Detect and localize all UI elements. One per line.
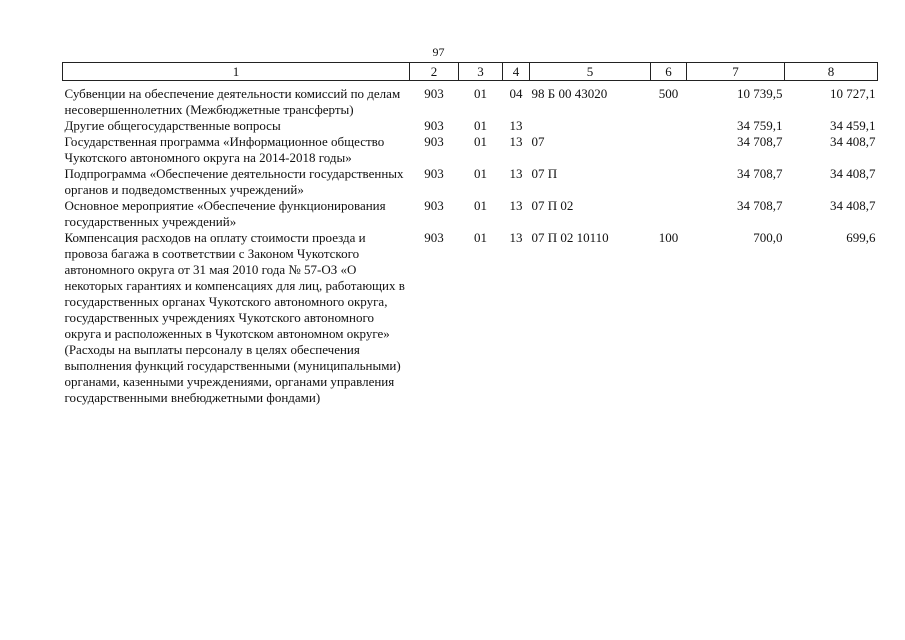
row-description: Основное мероприятие «Обеспечение функционирования государственных учреждений» xyxy=(64,198,386,229)
table-row xyxy=(63,86,878,118)
column-header-6: 6 xyxy=(651,63,687,81)
budget-table xyxy=(62,62,878,406)
row-amount-7: 10 739,5 xyxy=(737,86,783,101)
row-subsection-code: 13 xyxy=(509,118,523,133)
row-target-article: 07 xyxy=(531,134,545,149)
table-row xyxy=(63,166,878,198)
row-expense-type xyxy=(651,134,687,166)
row-target-article: 07 П 02 10110 xyxy=(531,230,609,245)
row-ministry-code: 903 xyxy=(424,198,444,213)
page-number: 97 xyxy=(432,45,445,59)
table-header xyxy=(63,63,878,81)
row-description: Субвенции на обеспечение деятельности комиссий по делам несовершеннолетних (Межбюджетные трансферты) xyxy=(64,86,401,117)
row-description: Другие общегосударственные вопросы xyxy=(64,118,281,133)
column-header-8: 8 xyxy=(785,63,878,81)
row-expense-type xyxy=(651,166,687,198)
row-section-code: 01 xyxy=(474,198,487,213)
row-amount-8: 34 408,7 xyxy=(830,166,876,181)
row-description: Компенсация расходов на оплату стоимости проезда и провоза багажа в соответствии с Законом Чукотского автономного округа от 31 мая 2010 года № 57-ОЗ «О некоторых гарантиях и компенсациях для лиц, работающих в государственных органах Чукотского автономного округа, государственных учреждениях Чукотского автономного округа и расположенных в Чукотском автономном округе» (Расходы на выплаты персоналу в целях обеспечения выполнения функций государственными (муниципальными) органами, казенными учреждениями, органами управления государственными внебюджетными фондами) xyxy=(64,230,405,405)
row-ministry-code: 903 xyxy=(424,166,444,181)
column-header-2: 2 xyxy=(410,63,459,81)
row-subsection-code: 13 xyxy=(509,134,523,149)
row-expense-type xyxy=(651,118,687,134)
table-row xyxy=(63,230,878,406)
row-amount-7: 34 708,7 xyxy=(737,198,783,213)
column-header-1: 1 xyxy=(63,63,410,81)
row-section-code: 01 xyxy=(474,86,487,101)
row-description: Государственная программа «Информационное общество Чукотского автономного округа на 2014-2018 годы» xyxy=(64,134,385,165)
row-target-article: 98 Б 00 43020 xyxy=(531,86,608,101)
row-ministry-code: 903 xyxy=(424,134,444,149)
column-header-3: 3 xyxy=(459,63,503,81)
row-amount-7: 34 708,7 xyxy=(737,166,783,181)
row-section-code: 01 xyxy=(474,134,487,149)
row-expense-type: 100 xyxy=(658,230,679,245)
column-header-7: 7 xyxy=(687,63,785,81)
row-description: Подпрограмма «Обеспечение деятельности государственных органов и подведомственных учреждений» xyxy=(64,166,404,197)
table-row xyxy=(63,118,878,134)
row-amount-8: 10 727,1 xyxy=(830,86,876,101)
row-expense-type xyxy=(651,198,687,230)
row-amount-7: 34 708,7 xyxy=(737,134,783,149)
header-row xyxy=(63,63,878,81)
row-ministry-code: 903 xyxy=(424,230,444,245)
column-header-5: 5 xyxy=(530,63,651,81)
row-ministry-code: 903 xyxy=(424,118,444,133)
row-amount-8: 34 408,7 xyxy=(830,134,876,149)
table-row xyxy=(63,134,878,166)
row-target-article: 07 П xyxy=(531,166,558,181)
row-amount-8: 34 459,1 xyxy=(830,118,876,133)
row-amount-8: 34 408,7 xyxy=(830,198,876,213)
row-section-code: 01 xyxy=(474,230,487,245)
column-header-4: 4 xyxy=(503,63,530,81)
row-expense-type: 500 xyxy=(658,86,679,101)
row-section-code: 01 xyxy=(474,118,487,133)
row-subsection-code: 04 xyxy=(509,86,523,101)
row-section-code: 01 xyxy=(474,166,487,181)
row-amount-7: 34 759,1 xyxy=(737,118,783,133)
row-target-article xyxy=(530,118,651,134)
table-row xyxy=(63,198,878,230)
row-subsection-code: 13 xyxy=(509,198,523,213)
row-ministry-code: 903 xyxy=(424,86,444,101)
row-subsection-code: 13 xyxy=(509,230,523,245)
table-body xyxy=(63,81,878,407)
row-amount-8: 699,6 xyxy=(846,230,876,245)
row-amount-7: 700,0 xyxy=(753,230,783,245)
row-target-article: 07 П 02 xyxy=(531,198,574,213)
row-subsection-code: 13 xyxy=(509,166,523,181)
